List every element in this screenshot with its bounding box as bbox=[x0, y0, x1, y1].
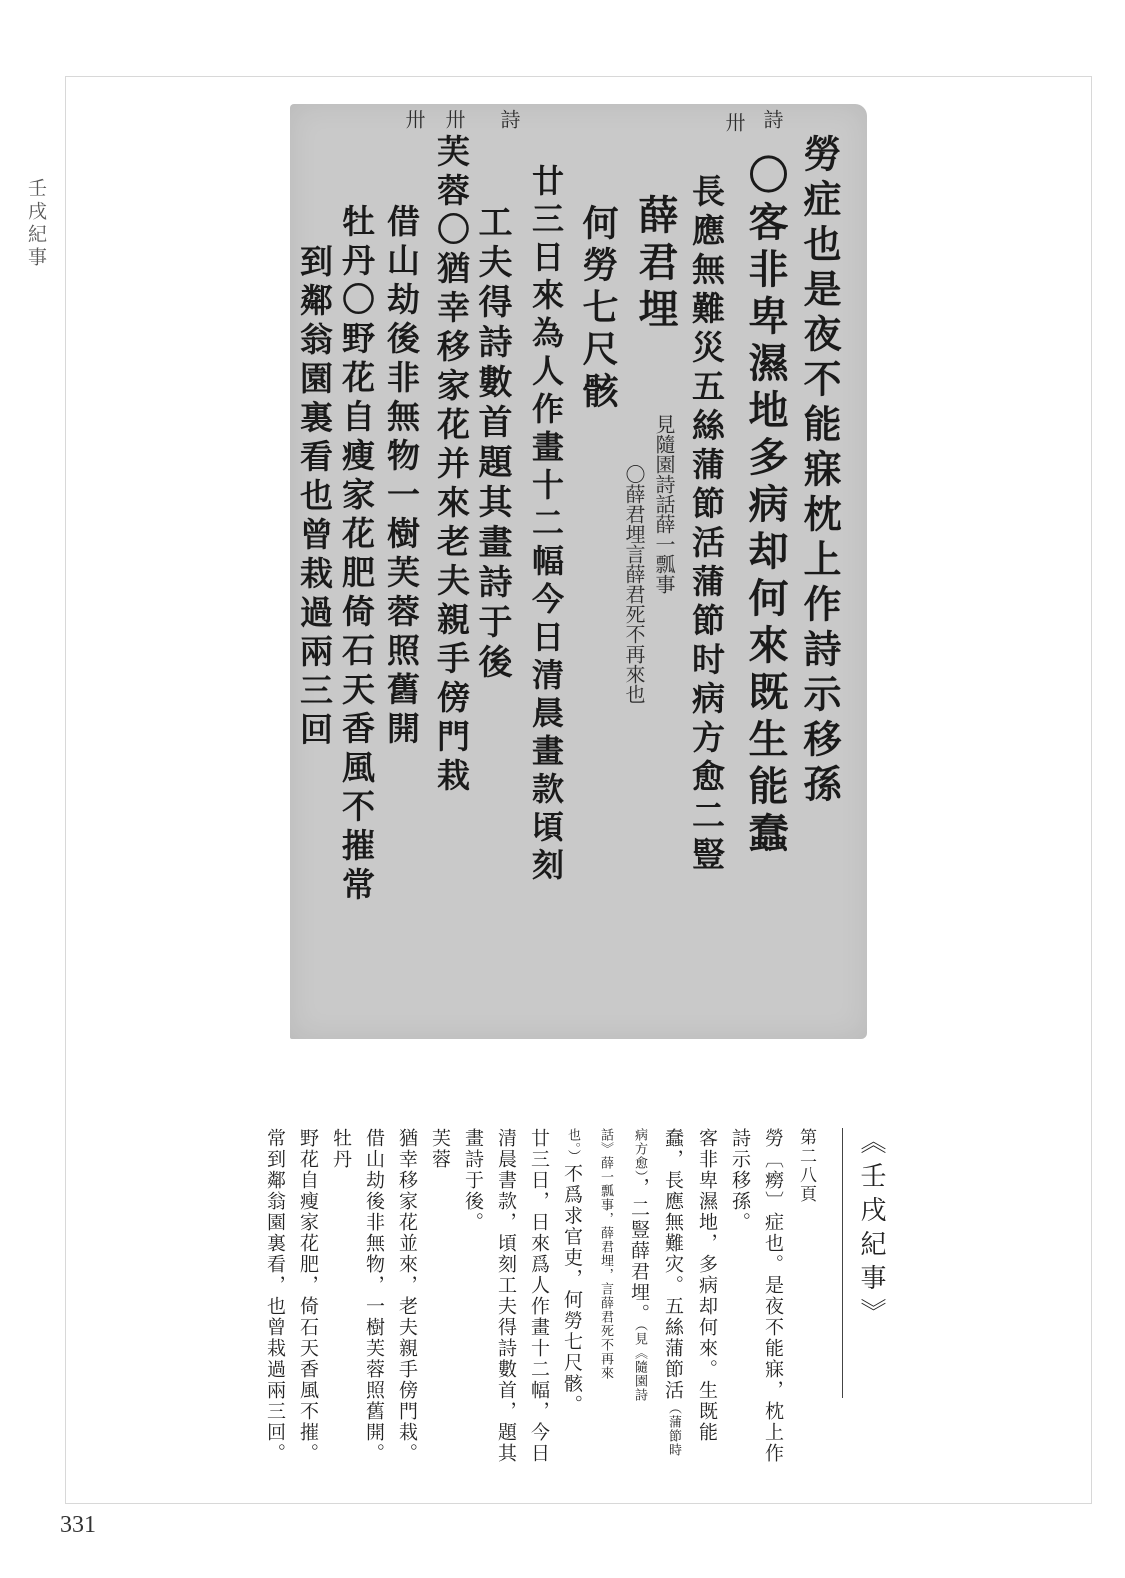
transcript-line: 清晨書款，頃刻工夫得詩數首，題其 bbox=[495, 1128, 517, 1464]
transcript-line: 猶幸移家花並來，老夫親手傍門栽。 bbox=[396, 1128, 418, 1464]
transcript-text: 不爲求官吏，何勞七尺骸。 bbox=[561, 1163, 583, 1416]
transcript-line: 畫詩于後。 bbox=[462, 1128, 484, 1233]
calligraphy-column: 勞症也是夜不能寐枕上作詩示移孫 bbox=[797, 134, 842, 809]
annotation-note: 也。） bbox=[565, 1128, 580, 1164]
calligraphy-column: 到鄰翁園裏看也曾栽過兩三回 bbox=[295, 244, 334, 751]
calligraphy-note: 〇薛君埋言薛君死不再來也 bbox=[622, 464, 646, 704]
calligraphy-column: 〇客非卑濕地多病却何來既生能蠢 bbox=[742, 154, 789, 859]
calligraphy-note: 見隨園詩話薛一瓢事 bbox=[652, 414, 676, 594]
section-title-text: 《壬戌紀事》 bbox=[856, 1128, 886, 1332]
transcript-line: 野花自瘦家花肥，倚石天香風不摧。 bbox=[297, 1128, 319, 1464]
transcript-line: 客非卑濕地，多病却何來。生既能 bbox=[696, 1128, 718, 1443]
calligraphy-note: 卅 bbox=[442, 109, 466, 129]
transcript-line: 詩示移孫。 bbox=[729, 1128, 751, 1233]
calligraphy-column: 芙蓉〇猶幸移家花并來老夫親手傍門栽 bbox=[432, 134, 471, 797]
transcript-line: 廿三日，日來爲人作畫十二幅，今日 bbox=[528, 1128, 550, 1464]
calligraphy-column: 借山劫後非無物一樹芙蓉照舊開 bbox=[382, 204, 421, 750]
annotation-note: （蒲節時 bbox=[666, 1401, 681, 1457]
calligraphy-column: 牡丹〇野花自瘦家花肥倚石天香風不摧常 bbox=[337, 204, 376, 906]
section-title bbox=[842, 1128, 890, 1398]
calligraphy-column: 長應無難災五絲蒲節活蒲節时病方愈二豎 bbox=[687, 174, 726, 876]
calligraphy-note: 卅 bbox=[402, 109, 426, 129]
transcript-line: 話》薛一瓢事，薛君埋，言薛君死不再來 bbox=[598, 1128, 613, 1380]
transcript-text: ，二豎薛君埋。 bbox=[628, 1177, 650, 1325]
transcript-line: 勞〔癆〕症也。是夜不能寐，枕上作 bbox=[762, 1128, 784, 1464]
calligraphy-note: 卅 bbox=[722, 112, 746, 132]
page-reference: 第二八頁 bbox=[796, 1128, 816, 1204]
calligraphy-column: 工夫得詩數首題其畫詩于後 bbox=[472, 204, 512, 684]
poem-title-furong: 芙蓉 bbox=[429, 1128, 451, 1170]
annotation-note: 病方愈） bbox=[632, 1128, 647, 1178]
page-number: 331 bbox=[60, 1512, 96, 1538]
calligraphy-column: 廿三日來為人作畫十二幅今日清晨畫款頃刻 bbox=[527, 164, 565, 886]
calligraphy-column: 薛君埋 bbox=[632, 194, 679, 335]
transcript-line: 常到鄰翁園裏看，也曾栽過兩三回。 bbox=[264, 1128, 286, 1464]
annotation-note: （見《隨園詩 bbox=[632, 1324, 647, 1402]
transcript-line: 借山劫後非無物，一樹芙蓉照舊開。 bbox=[363, 1128, 385, 1464]
transcript-line bbox=[555, 1128, 589, 1488]
side-heading: 壬戌紀事 bbox=[25, 178, 47, 270]
calligraphy-note: 詩 bbox=[497, 109, 521, 129]
transcript-line bbox=[656, 1128, 690, 1488]
calligraphy-note: 詩 bbox=[760, 109, 784, 129]
transcription bbox=[262, 1128, 822, 1488]
manuscript-image bbox=[290, 104, 867, 1039]
transcript-line bbox=[622, 1128, 656, 1488]
transcript-text: 蠢，長應無難灾。五絲蒲節活 bbox=[662, 1128, 684, 1401]
calligraphy-column: 何勞七尺骸 bbox=[577, 204, 619, 414]
poem-title-mudan: 牡丹 bbox=[330, 1128, 352, 1170]
